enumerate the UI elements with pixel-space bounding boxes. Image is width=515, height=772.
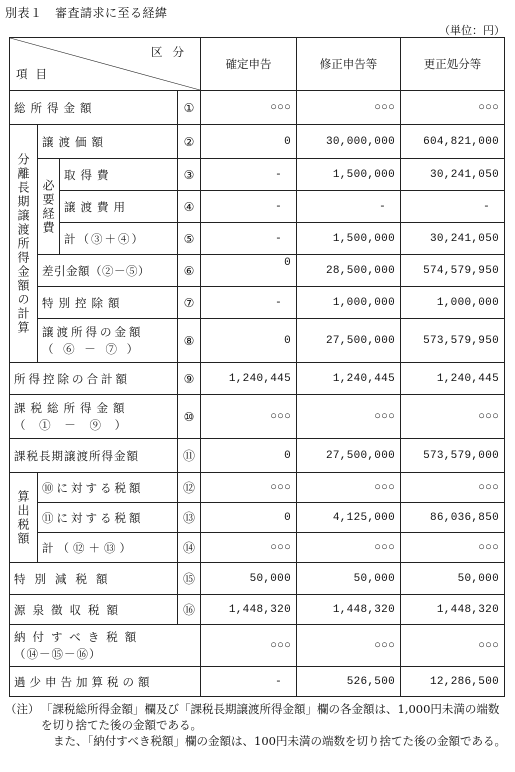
cell-value: ○○○ <box>297 533 401 563</box>
row-label: 特別控除額 <box>38 287 178 319</box>
cell-value: ○○○ <box>297 395 401 439</box>
cell-value: - <box>401 191 505 223</box>
row-number: ④ <box>178 191 201 223</box>
cell-value: ○○○ <box>201 473 297 503</box>
cell-value: ○○○ <box>201 533 297 563</box>
row-label: 課税長期譲渡所得金額 <box>10 439 178 473</box>
cell-value: 28,500,000 <box>297 255 401 287</box>
row-label: 所得控除の合計額 <box>10 363 178 395</box>
table-row <box>10 91 505 125</box>
cell-value: 30,000,000 <box>297 125 401 159</box>
table-title: 別表１ 審査請求に至る経緯 <box>5 6 168 20</box>
table-row <box>10 287 505 319</box>
cell-value: 30,241,050 <box>401 159 505 191</box>
cell-value: 0 <box>201 503 297 533</box>
notes-line2: また、「納付すべき税額」欄の金額は、100円未満の端数を切り捨てた後の金額である。 <box>53 734 506 748</box>
table-row <box>10 595 505 625</box>
cell-value: 1,240,445 <box>401 363 505 395</box>
cell-value: 1,000,000 <box>297 287 401 319</box>
row-label: 譲渡費用 <box>60 191 178 223</box>
row-label: 源泉徴収税額 <box>10 595 178 625</box>
notes-line1: 「課税総所得金額」欄及び「課税長期譲渡所得金額」欄の各金額は、1,000円未満の端数を切り捨てた後の金額である。 <box>41 702 500 732</box>
cell-value: 0 <box>201 319 297 363</box>
row-label-line1: 譲渡所得の金額 <box>42 324 144 339</box>
row-label: ⑩に対する税額 <box>38 473 178 503</box>
table-row <box>10 319 505 363</box>
cell-value: ○○○ <box>401 395 505 439</box>
header-diagonal-cell <box>10 38 201 91</box>
cell-value: 1,240,445 <box>201 363 297 395</box>
header-col2: 修正申告等 <box>297 38 401 91</box>
cell-value: 0 <box>201 125 297 159</box>
table-row <box>10 125 505 159</box>
cell-value: 50,000 <box>201 563 297 595</box>
unit-label: （単位：円） <box>439 24 505 37</box>
row-label-line1: 納付すべき税額 <box>14 629 144 644</box>
row-number: ⑥ <box>178 255 201 287</box>
row-number: ⑪ <box>178 439 201 473</box>
row-number: ⑫ <box>178 473 201 503</box>
row-number: ② <box>178 125 201 159</box>
row-label-line2: （ ① － ⑨ ） <box>14 417 132 432</box>
cell-value: - <box>201 667 297 697</box>
cell-value: 1,448,320 <box>201 595 297 625</box>
table-row <box>10 223 505 255</box>
cell-value: ○○○ <box>201 395 297 439</box>
cell-value: - <box>297 191 401 223</box>
cell-value: 1,000,000 <box>401 287 505 319</box>
row-number: ⑩ <box>178 395 201 439</box>
cell-value: 50,000 <box>297 563 401 595</box>
cell-value: ○○○ <box>401 533 505 563</box>
row-label: ⑪に対する税額 <box>38 503 178 533</box>
table-row <box>10 191 505 223</box>
cell-value: 526,500 <box>297 667 401 697</box>
table-row <box>10 255 505 287</box>
cell-value: ○○○ <box>297 473 401 503</box>
cell-value: 50,000 <box>401 563 505 595</box>
table-row <box>10 439 505 473</box>
table-row <box>10 667 505 697</box>
group-label-sanshutsu: 算出税額 <box>10 473 38 563</box>
cell-value: ○○○ <box>201 91 297 125</box>
cell-value: 27,500,000 <box>297 319 401 363</box>
cell-value: 30,241,050 <box>401 223 505 255</box>
header-kubun: 区分 <box>151 45 194 59</box>
row-number: ③ <box>178 159 201 191</box>
row-label: 特別減税額 <box>10 563 178 595</box>
cell-value: ○○○ <box>297 625 401 667</box>
row-number: ⑧ <box>178 319 201 363</box>
row-number: ⑤ <box>178 223 201 255</box>
row-label: 譲渡価額 <box>38 125 178 159</box>
cell-value: - <box>201 191 297 223</box>
row-label-line2: （ ⑥ － ⑦ ） <box>42 341 142 356</box>
row-label <box>10 395 178 439</box>
cell-value: 574,579,950 <box>401 255 505 287</box>
table-row <box>10 625 505 667</box>
header-col1: 確定申告 <box>201 38 297 91</box>
row-label: 差引金額（②－⑤） <box>38 255 178 287</box>
cell-value: 0 <box>201 439 297 473</box>
cell-value: 4,125,000 <box>297 503 401 533</box>
table-row <box>10 395 505 439</box>
table-row <box>10 473 505 503</box>
row-label: 総所得金額 <box>10 91 178 125</box>
table-row <box>10 563 505 595</box>
row-label <box>38 319 178 363</box>
row-number: ⑮ <box>178 563 201 595</box>
row-label-line1: 課税総所得金額 <box>14 400 130 415</box>
cell-value: 1,448,320 <box>297 595 401 625</box>
table-row <box>10 503 505 533</box>
cell-value: ○○○ <box>401 473 505 503</box>
cell-value: ○○○ <box>401 625 505 667</box>
cell-value: ○○○ <box>201 625 297 667</box>
row-label: 計（⑫＋⑬） <box>38 533 178 563</box>
review-history-table <box>9 37 505 697</box>
cell-value: 1,500,000 <box>297 223 401 255</box>
cell-value: ○○○ <box>401 91 505 125</box>
row-label: 取得費 <box>60 159 178 191</box>
cell-value: - <box>201 287 297 319</box>
table-row <box>10 533 505 563</box>
row-number: ⑭ <box>178 533 201 563</box>
cell-value: ○○○ <box>297 91 401 125</box>
cell-value: 1,240,445 <box>297 363 401 395</box>
cell-value: 0 <box>201 255 297 287</box>
cell-value: 573,579,000 <box>401 439 505 473</box>
cell-value: 1,448,320 <box>401 595 505 625</box>
notes <box>5 701 510 749</box>
notes-label: （注） <box>5 702 40 716</box>
row-number: ① <box>178 91 201 125</box>
table-row <box>10 363 505 395</box>
group-label-hitsuyou: 必要経費 <box>38 159 60 255</box>
row-number: ⑦ <box>178 287 201 319</box>
header-col3: 更正処分等 <box>401 38 505 91</box>
table-row <box>10 159 505 191</box>
row-label <box>10 625 201 667</box>
cell-value: 27,500,000 <box>297 439 401 473</box>
cell-value: 86,036,850 <box>401 503 505 533</box>
cell-value: 1,500,000 <box>297 159 401 191</box>
header-koumoku: 項目 <box>16 67 55 81</box>
cell-value: 12,286,500 <box>401 667 505 697</box>
row-label-line2: （⑭－⑮－⑯） <box>14 646 102 661</box>
row-label: 計（③＋④） <box>60 223 178 255</box>
cell-value: 604,821,000 <box>401 125 505 159</box>
row-number: ⑬ <box>178 503 201 533</box>
cell-value: - <box>201 159 297 191</box>
cell-value: - <box>201 223 297 255</box>
row-label: 過少申告加算税の額 <box>10 667 201 697</box>
group-label-bunri: 分離長期譲渡所得金額の計算 <box>10 125 38 363</box>
cell-value: 573,579,950 <box>401 319 505 363</box>
row-number: ⑯ <box>178 595 201 625</box>
row-number: ⑨ <box>178 363 201 395</box>
